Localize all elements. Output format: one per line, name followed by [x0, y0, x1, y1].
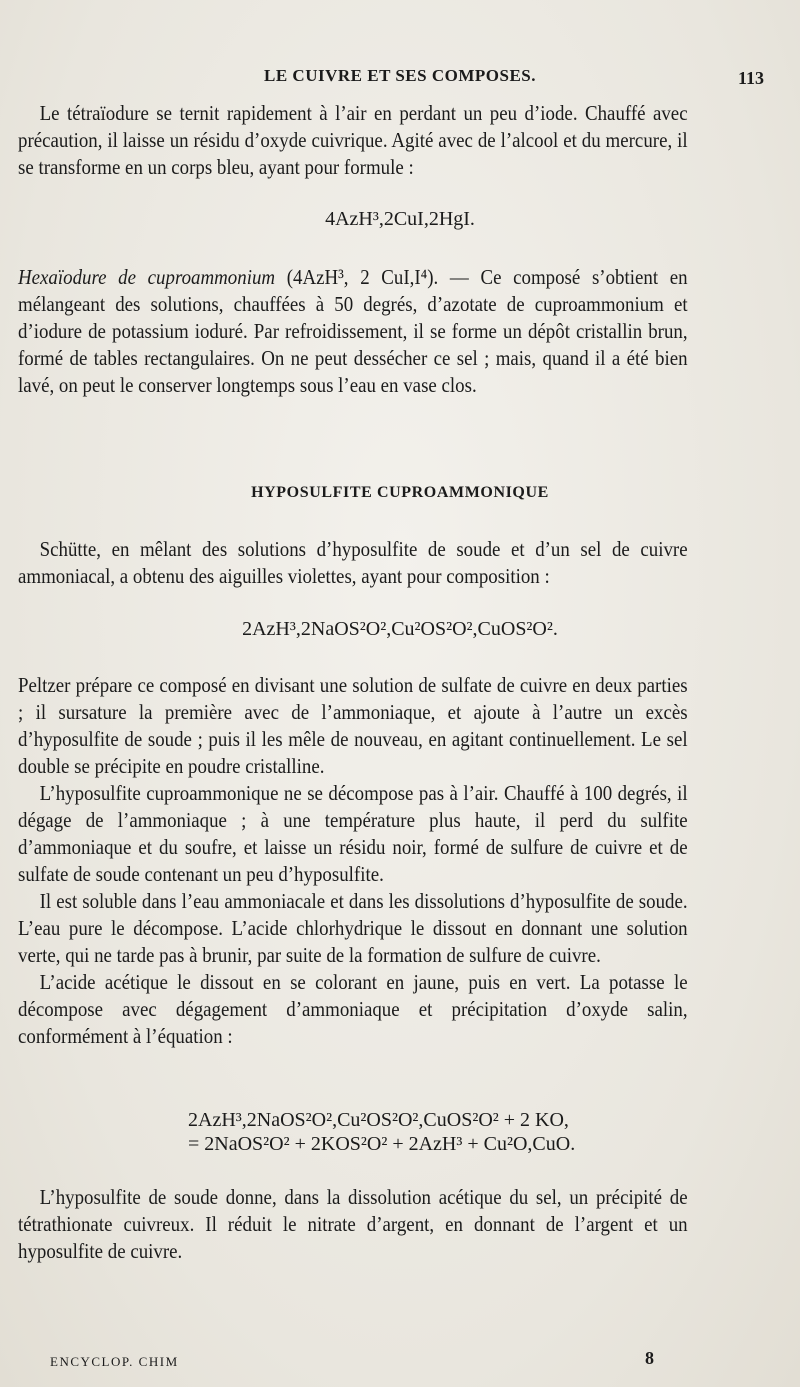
- paragraph-text: Il est soluble dans l’eau ammoniacale et dans les dissolutions d’hyposulfite de soude. L’eau pure le décompose. L’acide chlorhydrique le dissout en donnant une solution verte, qui ne tarde pas à brunir, par suite de la formation de sulfure de cuivre.: [18, 889, 688, 967]
- paragraph-peltzer: [18, 672, 688, 1050]
- page-number: 113: [737, 68, 764, 88]
- signature-mark: ENCYCLOP. CHIM: [50, 1354, 179, 1369]
- paragraph-hyposulfite-soude: [18, 1184, 688, 1265]
- paragraph-text: L’hyposulfite cuproammonique ne se décompose pas à l’air. Chauffé à 100 degrés, il dégage de l’ammoniaque ; à une température plus haute, il perd du sulfite d’ammoniaque et du soufre, et laisse un résidu noir, formé de sulfure de cuivre et de sulfate de soude contenant un peu d’hyposulfite.: [18, 781, 688, 886]
- paragraph-tetraiodure: [18, 100, 688, 181]
- hexaiodure-heading: Hexaïodure de cuproammonium: [18, 265, 276, 289]
- paragraph-text: Schütte, en mêlant des solutions d’hyposulfite de soude et d’un sel de cuivre ammoniacal, a obtenu des aiguilles violettes, ayant pour composition :: [18, 537, 688, 588]
- paragraph-schutte: [18, 536, 688, 590]
- paragraph-hexaiodure: [18, 264, 688, 399]
- paragraph-text: Le tétraïodure se ternit rapidement à l’air en perdant un peu d’iode. Chauffé avec précaution, il laisse un résidu d’oxyde cuivrique. Agité avec de l’alcool et du mercure, il se transforme en un corps bleu, ayant pour formule :: [18, 101, 688, 179]
- equation: [188, 1108, 575, 1156]
- formula-composition: 2AzH³,2NaOS²O²,Cu²OS²O²,CuOS²O².: [242, 618, 558, 640]
- equation-line-1: 2AzH³,2NaOS²O²,Cu²OS²O²,CuOS²O² + 2 KO,: [188, 1109, 569, 1131]
- formula-tetraiodure-mercury: 4AzH³,2CuI,2HgI.: [325, 208, 475, 230]
- hexaiodure-text: (4AzH³, 2 CuI,I⁴). — Ce composé s’obtient en mélangeant des solutions, chauffées à 50 degrés, d’azotate de cuproammonium et d’iodure de potassium ioduré. Par refroidissement, il se forme un dépôt cristallin brun, formé de tables rectangulaires. On ne peut dessécher ce sel ; mais, quand il a été bien lavé, on peut le conserver longtemps sous l’eau en vase clos.: [18, 265, 688, 397]
- paragraph-text: L’acide acétique le dissout en se colorant en jaune, puis en vert. La potasse le décompose avec dégagement d’ammoniaque et précipitation d’oxyde salin, conformément à l’équation :: [18, 970, 688, 1048]
- running-title: LE CUIVRE ET SES COMPOSES.: [263, 66, 536, 85]
- equation-line-2: = 2NaOS²O² + 2KOS²O² + 2AzH³ + Cu²O,CuO.: [188, 1133, 576, 1155]
- sheet-number: 8: [645, 1348, 654, 1368]
- section-title: HYPOSULFITE CUPROAMMONIQUE: [251, 484, 549, 501]
- paragraph-text: Peltzer prépare ce composé en divisant une solution de sulfate de cuivre en deux parties ; il sursature la première avec de l’ammoniaque, et ajoute à l’autre un excès d’hyposulfite de soude ; puis il les mêle de nouveau, en agitant continuellement. Le sel double se précipite en poudre cristalline.: [18, 673, 688, 778]
- paragraph-text: L’hyposulfite de soude donne, dans la dissolution acétique du sel, un précipité de tétrathionate cuivreux. Il réduit le nitrate d’argent, en donnant de l’argent et un hyposulfite de cuivre.: [18, 1185, 688, 1263]
- page-header: [0, 62, 800, 92]
- page-footer: [0, 1348, 800, 1378]
